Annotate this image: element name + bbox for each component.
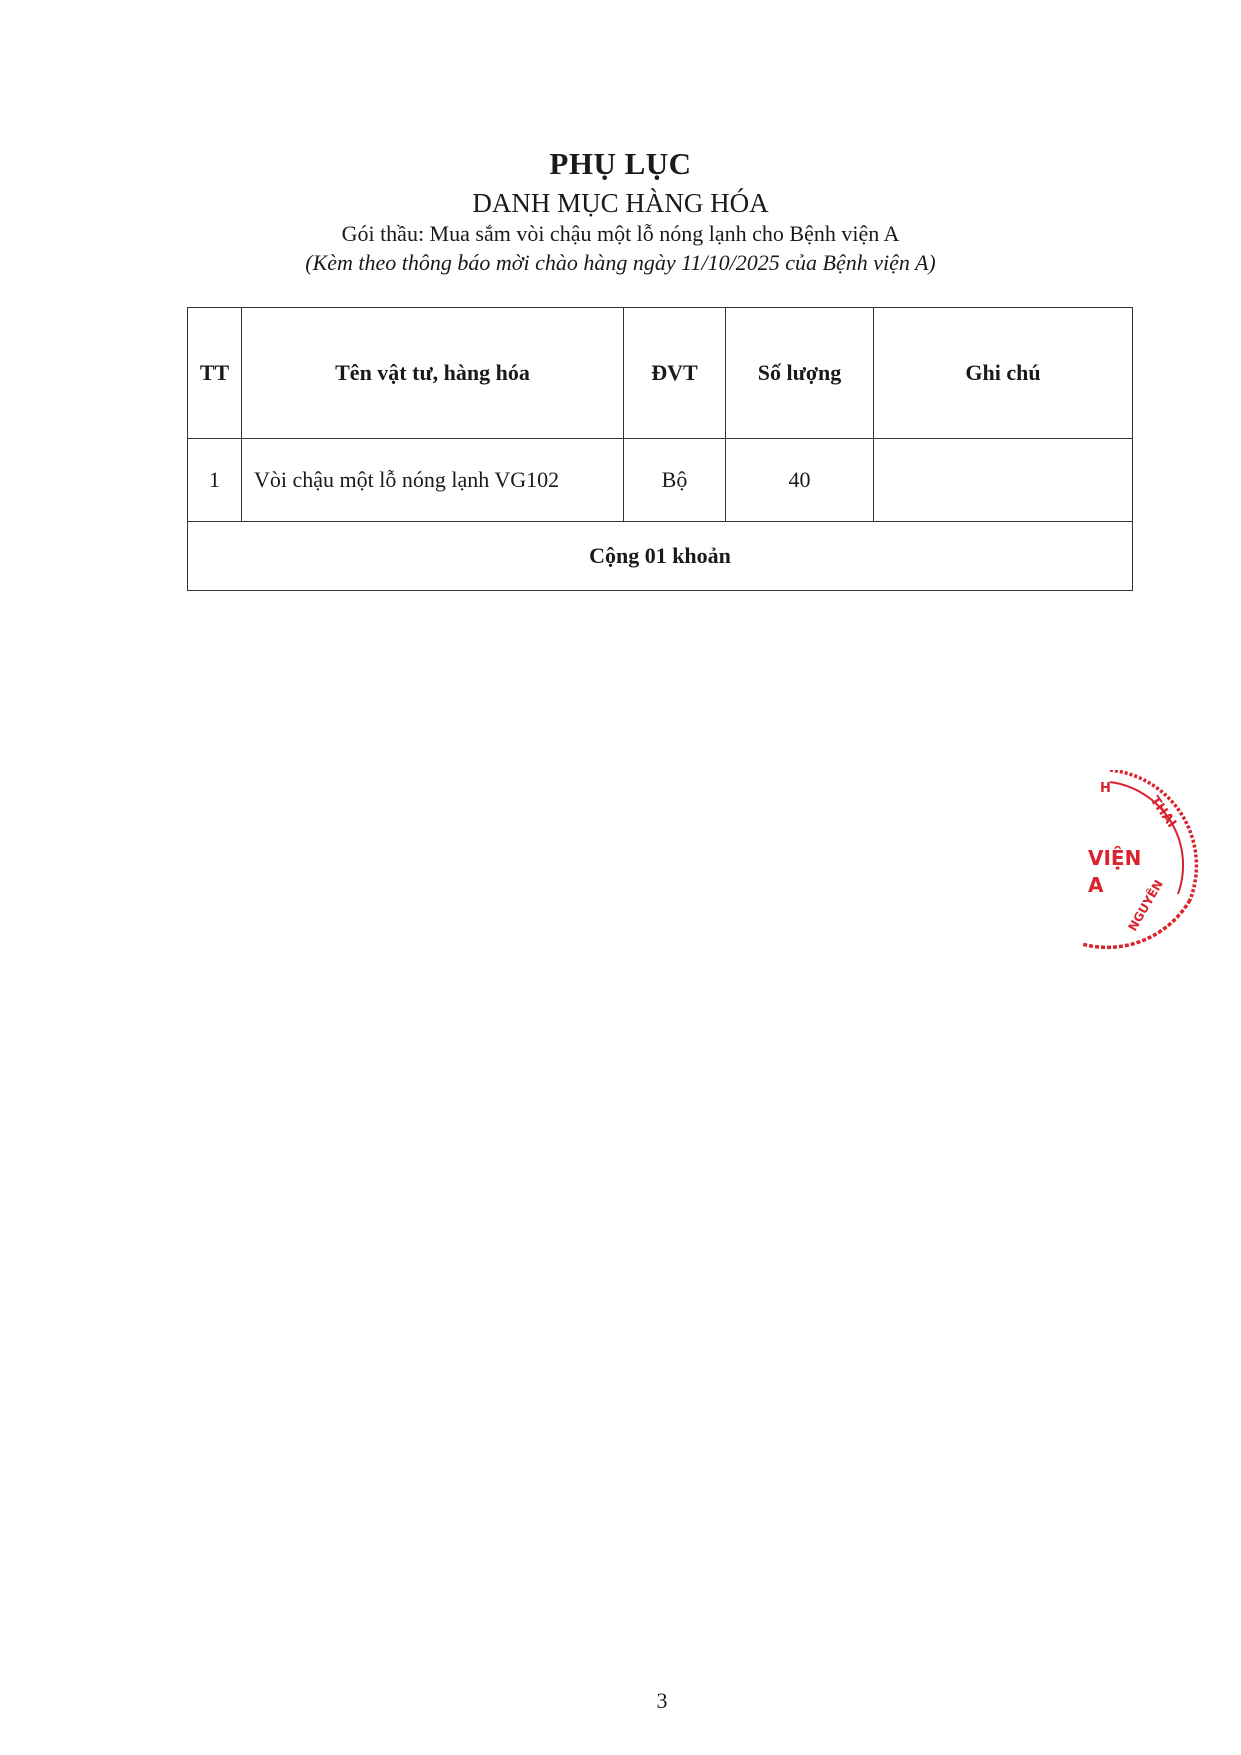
header-name: Tên vật tư, hàng hóa <box>242 308 624 439</box>
cell-name: Vòi chậu một lỗ nóng lạnh VG102 <box>242 439 624 522</box>
hospital-seal-stamp <box>1080 770 1210 970</box>
header-remark: Ghi chú <box>874 308 1133 439</box>
cell-quantity: 40 <box>726 439 874 522</box>
goods-list-subtitle: DANH MỤC HÀNG HÓA <box>472 188 769 218</box>
page-number: 3 <box>656 1688 668 1713</box>
cell-index: 1 <box>188 439 242 522</box>
cell-remark <box>874 439 1133 522</box>
stamp-text-lower: A <box>1088 873 1104 897</box>
appendix-title: PHỤ LỤC <box>549 146 692 181</box>
stamp-text-bottom-arc: NGUYÊN <box>1125 877 1166 934</box>
package-description: Gói thầu: Mua sắm vòi chậu một lỗ nóng lạnh cho Bệnh viện A <box>341 221 900 246</box>
header-quantity: Số lượng <box>726 308 874 439</box>
table-header-row <box>188 308 1133 439</box>
total-label: Cộng 01 khoản <box>188 522 1133 591</box>
stamp-text-top: H <box>1100 781 1111 796</box>
cell-unit: Bộ <box>624 439 726 522</box>
attachment-note: (Kèm theo thông báo mời chào hàng ngày 11/10/2025 của Bệnh viện A) <box>305 250 936 275</box>
stamp-text-arc: THAI <box>1146 793 1179 831</box>
stamp-text-middle: VIỆN <box>1088 846 1142 870</box>
header-unit: ĐVT <box>624 308 726 439</box>
table-row <box>188 439 1133 522</box>
header-index: TT <box>188 308 242 439</box>
goods-table <box>187 307 1133 591</box>
total-row <box>188 522 1133 591</box>
